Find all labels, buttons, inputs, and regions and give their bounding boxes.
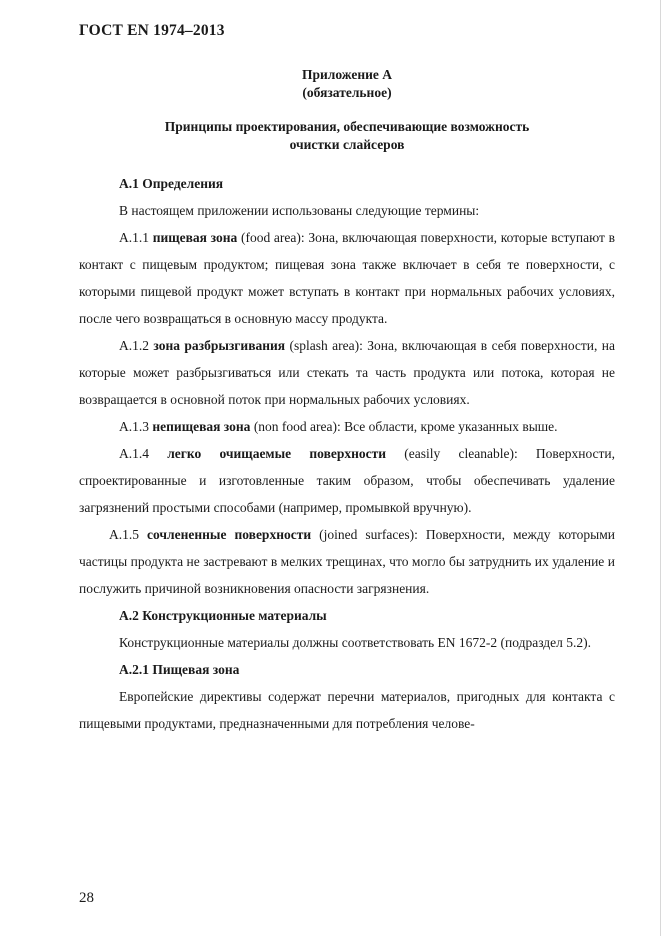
- definition-term: пищевая зона: [152, 230, 238, 245]
- subsection-a2-1-text: Европейские директивы содержат перечни материалов, пригодных для контакта с пищевыми продуктами, предназначенными для потребления челове-: [79, 689, 615, 731]
- definition-number: А.1.1: [119, 230, 153, 245]
- annex-title-block: [79, 66, 615, 102]
- document-body: [79, 170, 615, 737]
- document-code-header: ГОСТ EN 1974–2013: [79, 22, 225, 39]
- annex-subject-line-1: Принципы проектирования, обеспечивающие возможность: [164, 119, 530, 134]
- definition-term: сочлененные поверхности: [147, 527, 312, 542]
- definition-text: (splash area): Зона, включающая в себя поверхности, на которые может разбрызгиваться или стекать та часть продукта или потока, которая не возвращается в основной поток при нормальных рабочих условиях.: [79, 338, 616, 407]
- annex-subject-block: [79, 118, 615, 154]
- definition-item: [79, 224, 615, 332]
- definition-item: [79, 521, 615, 602]
- definition-item: [79, 440, 615, 521]
- section-heading-a2: А.2 Конструкционные материалы: [119, 608, 327, 623]
- section-heading-a1: А.1 Определения: [119, 176, 224, 191]
- definition-number: А.1.5: [109, 527, 148, 542]
- definition-text: (non food area): Все области, кроме указанных выше.: [250, 419, 558, 434]
- section-a2-text: Конструкционные материалы должны соответствовать EN 1672-2 (подраздел 5.2).: [119, 635, 592, 650]
- definition-term: зона разбрызгивания: [153, 338, 286, 353]
- annex-status: (обязательное): [302, 85, 392, 100]
- annex-subject-line-2: очистки слайсеров: [289, 137, 405, 152]
- page-number: 28: [79, 890, 94, 906]
- definition-number: А.1.2: [119, 338, 154, 353]
- definition-item: [79, 413, 615, 440]
- definition-text: (joined surfaces): Поверхности, между которыми частицы продукта не застревают в мелких трещинах, что могло бы затруднить их удаление и послужить причиной возникновения опасности загрязнения.: [79, 527, 615, 596]
- definition-term: непищевая зона: [152, 419, 251, 434]
- definition-term: легко очищаемые поверхности: [167, 446, 387, 461]
- section-a1-intro: В настоящем приложении использованы следующие термины:: [119, 203, 480, 218]
- definition-text: (easily cleanable): Поверхности, спроектированные и изготовленные таким образом, чтобы обеспечивать удаление загрязнений простыми способами (например, промывкой вручную).: [79, 446, 616, 515]
- definition-number: А.1.4: [119, 446, 168, 461]
- subsection-heading-a2-1: А.2.1 Пищевая зона: [119, 662, 240, 677]
- definition-text: (food area): Зона, включающая поверхности, которые вступают в контакт с пищевым продуктом; пищевая зона также включает в себя те поверхности, с которыми пищевой продукт может вступать в контакт при нормальных рабочих условиях, после чего возвращаться в основную массу продукта.: [79, 230, 616, 326]
- definition-number: А.1.3: [119, 419, 153, 434]
- annex-title: Приложение А: [301, 67, 393, 82]
- definition-item: [79, 332, 615, 413]
